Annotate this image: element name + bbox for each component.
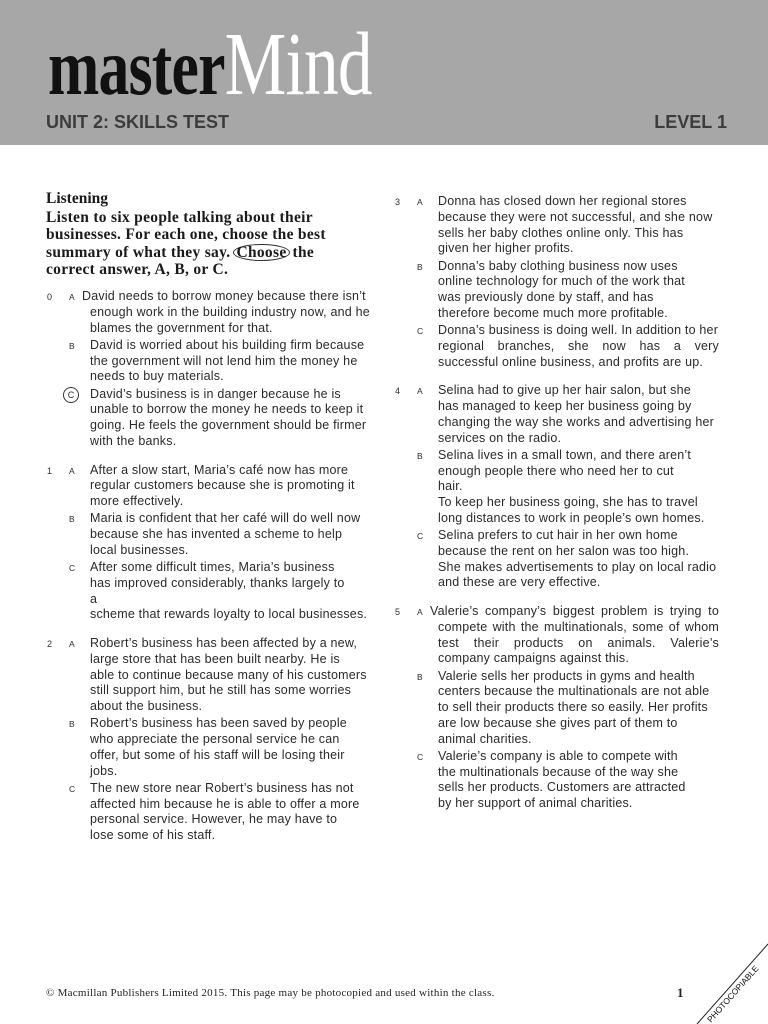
- circled-word: Choose: [233, 244, 289, 261]
- option-text-line: After some difficult times, Maria’s business: [90, 560, 335, 574]
- option-text-line: because the rent on her salon was too high.: [438, 543, 690, 558]
- level-label: LEVEL 1: [654, 112, 727, 132]
- question-1-option-c: [46, 560, 376, 623]
- option-text: [438, 194, 719, 257]
- option-text: [90, 511, 371, 558]
- instructions-text: the: [292, 243, 315, 261]
- option-text: [438, 749, 719, 812]
- question-1-option-a: [46, 463, 376, 510]
- option-text-line: has improved considerably, thanks largely to: [90, 575, 345, 590]
- instructions-line: Listen to six people talking about their: [46, 209, 313, 226]
- option-text: [82, 289, 371, 336]
- option-text-line: to sell their products there so easily. Her profits: [438, 700, 708, 714]
- option-text-line: David’s business is in danger because he is: [90, 386, 341, 401]
- option-text-line: blames the government for that.: [90, 320, 273, 335]
- option-text-line: David needs to borrow money because there isn’t: [82, 289, 366, 303]
- option-text-line: long distances to work in people’s own homes.: [438, 510, 705, 525]
- option-text-line: the multinationals because of the way she: [438, 764, 679, 779]
- question-number: 5: [395, 607, 401, 617]
- option-text-line: changing the way she works and advertising her: [438, 414, 715, 429]
- option-text-line: lose some of his staff.: [90, 828, 216, 842]
- page-number: 1: [677, 985, 684, 1000]
- option-text-line: Donna has closed down her regional stores: [438, 194, 687, 208]
- question-4-option-c: [394, 528, 724, 591]
- question-2-option-b: [46, 716, 376, 779]
- question-number: 2: [47, 639, 53, 649]
- question-3-option-b: [394, 259, 724, 322]
- option-text-line: sells her products. Customers are attracted: [438, 780, 686, 795]
- option-text-line: a: [90, 591, 98, 606]
- option-text-line: by her support of animal charities.: [438, 796, 633, 810]
- question-3-option-a: [394, 194, 724, 257]
- option-text: [438, 323, 719, 370]
- option-text-line: animal charities.: [438, 731, 532, 746]
- section-title: Listening: [46, 190, 109, 207]
- option-text-line: because she has invented a scheme to help: [90, 527, 343, 541]
- option-letter: C: [69, 783, 76, 794]
- question-2: [46, 636, 376, 844]
- option-text-line: has managed to keep her business going by: [438, 399, 692, 413]
- question-5-option-a: [394, 604, 724, 667]
- mastermind-logo: [48, 15, 372, 114]
- question-5-option-c: [394, 749, 724, 812]
- logo-master-text: master: [48, 24, 225, 112]
- option-text-line: given her higher profits.: [438, 241, 574, 256]
- option-text-line: and these are very effective.: [438, 575, 601, 590]
- option-text-line: therefore become much more profitable.: [438, 305, 668, 320]
- question-number: 4: [395, 386, 401, 397]
- question-number: 3: [395, 197, 401, 207]
- option-letter: A: [417, 386, 423, 397]
- unit-title: UNIT 2: SKILLS TEST: [46, 112, 230, 132]
- option-text-line: services on the radio.: [438, 430, 562, 445]
- question-4: [394, 383, 724, 591]
- right-column: [394, 194, 724, 812]
- option-letter: C: [417, 751, 424, 762]
- left-column: [46, 289, 376, 844]
- question-1: [46, 463, 376, 624]
- question-0-option-a: [46, 289, 376, 336]
- option-text-line: Donna’s baby clothing business now uses: [438, 258, 678, 273]
- option-text-line: Robert’s business has been affected by a new,: [90, 636, 358, 650]
- option-text-line: Valerie sells her products in gyms and health: [438, 668, 695, 683]
- question-3-option-c: [394, 323, 724, 370]
- option-text-line: enough work in the building industry now, and he: [90, 304, 370, 319]
- option-text-line: regular customers because she is promoting it: [90, 478, 355, 493]
- option-text-line: scheme that rewards loyalty to local businesses.: [90, 607, 368, 622]
- option-text-line: The new store near Robert’s business has not: [90, 780, 354, 795]
- option-text: [90, 781, 371, 844]
- option-text: [90, 716, 371, 779]
- option-letter: B: [417, 671, 423, 682]
- photocopiable-corner: [690, 935, 768, 1024]
- option-text-line: unable to borrow the money he needs to keep it: [90, 402, 364, 417]
- option-text-line: offer, but some of his staff will be losing their: [90, 747, 345, 762]
- question-2-option-c: [46, 781, 376, 844]
- option-letter: B: [69, 514, 75, 525]
- question-1-option-b: [46, 511, 376, 558]
- option-text: [438, 383, 719, 446]
- question-0-option-b: [46, 338, 376, 385]
- option-text-line: David is worried about his building firm because: [90, 337, 365, 352]
- instructions-line: correct answer, A, B, or C.: [46, 260, 229, 278]
- option-text-line: personal service. However, he may have to: [90, 812, 338, 827]
- copyright-notice: © Macmillan Publishers Limited 2015. This page may be photocopied and used within the class.: [46, 987, 495, 999]
- option-text-line: hair.: [438, 479, 463, 494]
- option-text-line: After a slow start, Maria’s café now has more: [90, 462, 349, 477]
- option-text-line: more effectively.: [90, 494, 184, 508]
- option-text-line: who appreciate the personal service he can: [90, 732, 340, 746]
- question-3: [394, 194, 724, 370]
- option-text-line: Maria is confident that her café will do well now: [90, 511, 361, 526]
- circled-answer-letter: C: [63, 387, 79, 403]
- option-text-line: because they were not successful, and she now: [438, 209, 713, 224]
- option-text-line: Robert’s business has been saved by people: [90, 716, 347, 731]
- option-text-line: still support him, but he still has some worries: [90, 683, 352, 698]
- option-text-line: sells her baby clothes online only. This has: [438, 225, 684, 240]
- logo-mind-text: Mind: [224, 15, 372, 114]
- option-text-line: Donna’s business is doing well. In addition to her: [438, 323, 719, 337]
- option-text-line: about the business.: [90, 699, 203, 713]
- option-text-line: are low because she gives part of them to: [438, 715, 678, 730]
- corner-fold-line: [697, 944, 768, 1024]
- question-number: 1: [47, 465, 53, 476]
- option-text-line: Selina prefers to cut hair in her own home: [438, 528, 678, 542]
- option-text: [438, 259, 719, 322]
- option-text: [90, 463, 371, 510]
- option-text-line: test their products on animals. Valerie’s: [438, 635, 719, 650]
- option-letter: C: [417, 531, 424, 541]
- option-text-line: large store that has been built nearby. He is: [90, 651, 340, 666]
- question-0: [46, 289, 376, 450]
- option-text-line: jobs.: [90, 763, 118, 778]
- option-text-line: affected him because he is able to offer a more: [90, 796, 360, 811]
- option-letter: A: [69, 639, 75, 649]
- option-letter: A: [417, 197, 423, 207]
- option-letter: A: [69, 292, 75, 302]
- option-text-line: centers because the multinationals are not able: [438, 684, 710, 699]
- option-text-line: company campaigns against this.: [438, 651, 630, 666]
- option-text-line: compete with the multinationals, some of whom: [438, 619, 719, 634]
- option-letter: B: [417, 261, 423, 272]
- instructions: [46, 209, 326, 278]
- option-text: [90, 387, 371, 450]
- instructions-text: summary of what they say.: [46, 243, 231, 261]
- option-text-line: able to continue because many of his customers: [90, 667, 367, 682]
- option-text-line: going. He feels the government should be firmer: [90, 418, 367, 432]
- question-2-option-a: [46, 636, 376, 715]
- photocopiable-label: PHOTOCOPIABLE: [705, 963, 761, 1024]
- option-text-line: successful online business, and profits are up.: [438, 354, 704, 369]
- option-text: [90, 338, 371, 385]
- option-letter: B: [69, 340, 75, 351]
- option-text-line: Valerie’s company is able to compete with: [438, 748, 678, 763]
- instructions-line: [46, 244, 326, 261]
- option-letter: B: [417, 450, 423, 461]
- option-text-line: Selina had to give up her hair salon, but she: [438, 383, 691, 398]
- option-text: [90, 560, 371, 623]
- question-0-option-c: [46, 387, 376, 450]
- option-text-line: enough people there who need her to cut: [438, 463, 674, 478]
- option-text: [90, 636, 371, 715]
- option-text: [438, 528, 719, 591]
- option-text-line: To keep her business going, she has to travel: [438, 495, 698, 509]
- question-4-option-a: [394, 383, 724, 446]
- option-text: [438, 669, 719, 748]
- option-text: [430, 604, 719, 667]
- option-text-line: Selina lives in a small town, and there aren’t: [438, 447, 692, 462]
- option-text-line: online technology for much of the work that: [438, 274, 685, 289]
- question-4-option-b: [394, 448, 724, 527]
- question-number: 0: [47, 292, 53, 302]
- option-text-line: with the banks.: [90, 433, 177, 448]
- question-5-option-b: [394, 669, 724, 748]
- option-text-line: She makes advertisements to play on local radio: [438, 559, 717, 574]
- option-letter: C: [69, 563, 76, 573]
- option-text: [438, 448, 719, 527]
- option-letter: A: [69, 465, 75, 476]
- option-text-line: local businesses.: [90, 542, 189, 557]
- option-letter: B: [69, 719, 75, 730]
- header-band: [0, 0, 768, 145]
- option-text-line: Valerie’s company’s biggest problem is trying to: [430, 604, 719, 618]
- instructions-line: businesses. For each one, choose the best: [46, 226, 326, 244]
- option-text-line: needs to buy materials.: [90, 369, 224, 384]
- option-text-line: regional branches, she now has a very: [438, 338, 719, 353]
- option-letter: A: [417, 607, 423, 617]
- option-text-line: the government will not lend him the money he: [90, 353, 358, 368]
- option-text-line: was previously done by staff, and has: [438, 290, 654, 304]
- question-5: [394, 604, 724, 812]
- option-letter: C: [417, 326, 424, 336]
